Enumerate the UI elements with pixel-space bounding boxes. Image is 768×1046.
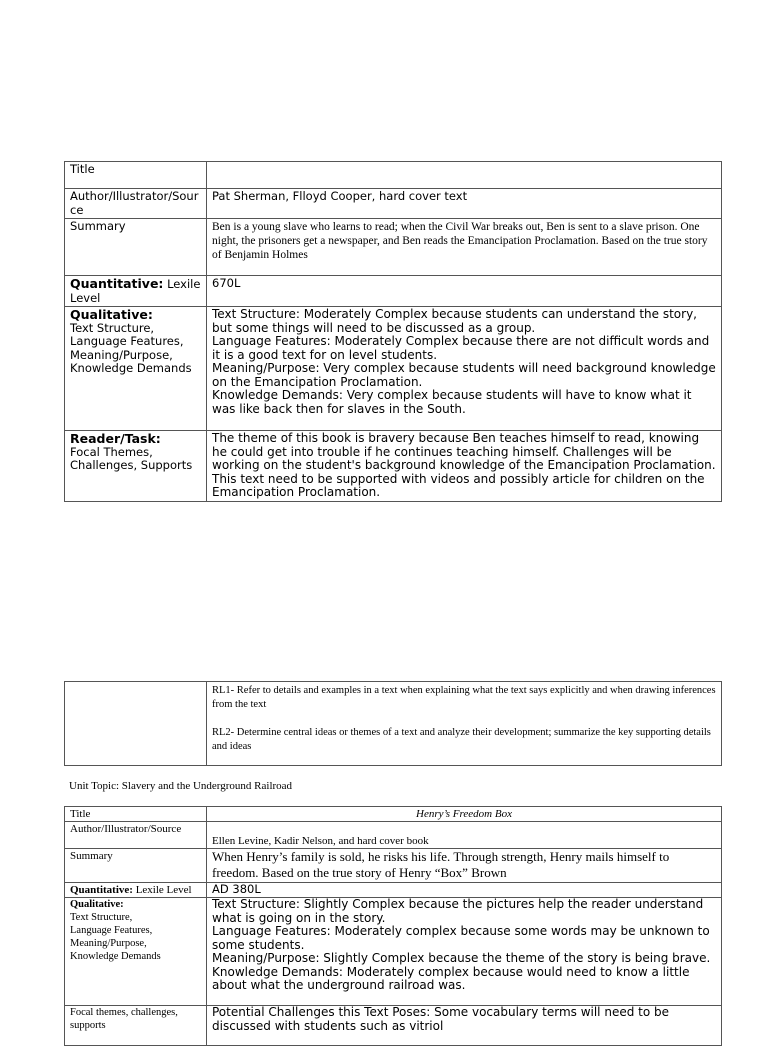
- row-title: [65, 807, 722, 822]
- qualitative-label-line: Text Structure,: [70, 912, 133, 923]
- reader-task-label-line: Challenges, Supports: [70, 458, 193, 472]
- quantitative-label-rest: Lexile Level: [70, 277, 201, 305]
- row-author: [65, 822, 722, 849]
- row-qualitative: [65, 898, 722, 1006]
- title-label: Title: [65, 162, 207, 189]
- quantitative-label: [65, 276, 207, 307]
- quantitative-label-rest: Lexile Level: [132, 884, 192, 896]
- qualitative-label-line: Language Features,: [70, 334, 184, 348]
- row-summary: [65, 849, 722, 883]
- qualitative-knowledge-demands: Knowledge Demands: Very complex because students will have to know what it was like back then for slaves in the South.: [212, 388, 692, 416]
- standards-empty-cell: [65, 682, 207, 766]
- standards-cell: [207, 682, 722, 766]
- focal-themes-value: Potential Challenges this Text Poses: Some vocabulary terms will need to be discussed with students such as vitriol: [207, 1006, 722, 1046]
- reader-task-label-bold: Reader/Task:: [70, 431, 161, 446]
- summary-value: Ben is a young slave who learns to read; when the Civil War breaks out, Ben is sent to a slave prison. One night, the prisoners get a newspaper, and Ben reads the Emancipation Proclamation. Based on the true story of Benjamin Holmes: [207, 219, 722, 276]
- quantitative-value: AD 380L: [207, 883, 722, 898]
- quantitative-label-bold: Quantitative:: [70, 884, 133, 896]
- qualitative-meaning-purpose: Meaning/Purpose: Very complex because students will need background knowledge on the Emancipation Proclamation.: [212, 361, 716, 389]
- row-reader-task: [65, 431, 722, 502]
- qualitative-label-line: Language Features,: [70, 925, 153, 936]
- qualitative-language-features: Language Features: Moderately Complex because there are not difficult words and it is a good text for on level students.: [212, 334, 710, 362]
- reader-task-label: [65, 431, 207, 502]
- focal-themes-label: Focal themes, challenges, supports: [65, 1006, 207, 1046]
- qualitative-value: [207, 307, 722, 431]
- author-value: Pat Sherman, Flloyd Cooper, hard cover text: [207, 189, 722, 219]
- qualitative-label-line: Text Structure,: [70, 320, 155, 335]
- qualitative-label-bold: Qualitative:: [70, 307, 153, 322]
- quantitative-label: [65, 883, 207, 898]
- qualitative-label: [65, 898, 207, 1006]
- quantitative-value: 670L: [207, 276, 722, 307]
- title-label: Title: [65, 807, 207, 822]
- unit-topic: Unit Topic: Slavery and the Underground Railroad: [69, 780, 293, 792]
- row-title: [65, 162, 722, 189]
- row-quantitative: [65, 883, 722, 898]
- row-quantitative: [65, 276, 722, 307]
- qualitative-label-bold: Qualitative:: [70, 899, 124, 910]
- qualitative-label-line: Meaning/Purpose,: [70, 938, 147, 949]
- quantitative-label-bold: Quantitative:: [70, 276, 164, 291]
- row-summary: [65, 219, 722, 276]
- author-label: Author/Illustrator/Source: [65, 189, 207, 219]
- qualitative-text-structure: Text Structure: Moderately Complex because students can understand the story, but some things will need to be discussed as a group.: [212, 307, 697, 335]
- summary-label: Summary: [65, 849, 207, 883]
- title-value: Henry’s Freedom Box: [207, 807, 722, 822]
- reader-task-label-line: Focal Themes,: [70, 444, 153, 459]
- qualitative-label-line: Knowledge Demands: [70, 361, 192, 375]
- qualitative-label: [65, 307, 207, 431]
- summary-label: Summary: [65, 219, 207, 276]
- qualitative-language-features: Language Features: Moderately complex because some words may be unknown to some students.: [212, 924, 710, 952]
- qualitative-label-line: Meaning/Purpose,: [70, 347, 173, 362]
- row-focal-themes: [65, 1006, 722, 1046]
- standards-table: [64, 681, 722, 766]
- standard-rl1: RL1- Refer to details and examples in a text when explaining what the text says explicitly and when drawing inferences from the text: [212, 685, 716, 710]
- author-value: Ellen Levine, Kadir Nelson, and hard cover book: [207, 822, 722, 849]
- qualitative-value: [207, 898, 722, 1006]
- standard-rl2: RL2- Determine central ideas or themes of a text and analyze their development; summarize the key supporting details and ideas: [212, 727, 711, 752]
- summary-value: When Henry’s family is sold, he risks his life. Through strength, Henry mails himself to freedom. Based on the true story of Henry “Box” Brown: [207, 849, 722, 883]
- qualitative-knowledge-demands: Knowledge Demands: Moderately complex because would need to know a little about what the underground railroad was.: [212, 964, 690, 992]
- row-qualitative: [65, 307, 722, 431]
- reader-task-value: The theme of this book is bravery because Ben teaches himself to read, knowing he could get into trouble if he continues teaching himself. Challenges will be working on the student's background knowledge of the Emancipation Proclamation. This text need to be supported with videos and possibly article for children on the Emancipation Proclamation.: [207, 431, 722, 502]
- qualitative-meaning-purpose: Meaning/Purpose: Slightly Complex because the theme of the story is being brave.: [212, 951, 711, 965]
- title-value: [207, 162, 722, 189]
- text-complexity-table-1: [64, 161, 722, 502]
- qualitative-text-structure: Text Structure: Slightly Complex because the pictures help the reader understand what is going on in the story.: [212, 897, 704, 925]
- qualitative-label-line: Knowledge Demands: [70, 951, 161, 962]
- text-complexity-table-2: [64, 806, 722, 1046]
- author-label: Author/Illustrator/Source: [65, 822, 207, 849]
- row-author: [65, 189, 722, 219]
- row-standards: [65, 682, 722, 766]
